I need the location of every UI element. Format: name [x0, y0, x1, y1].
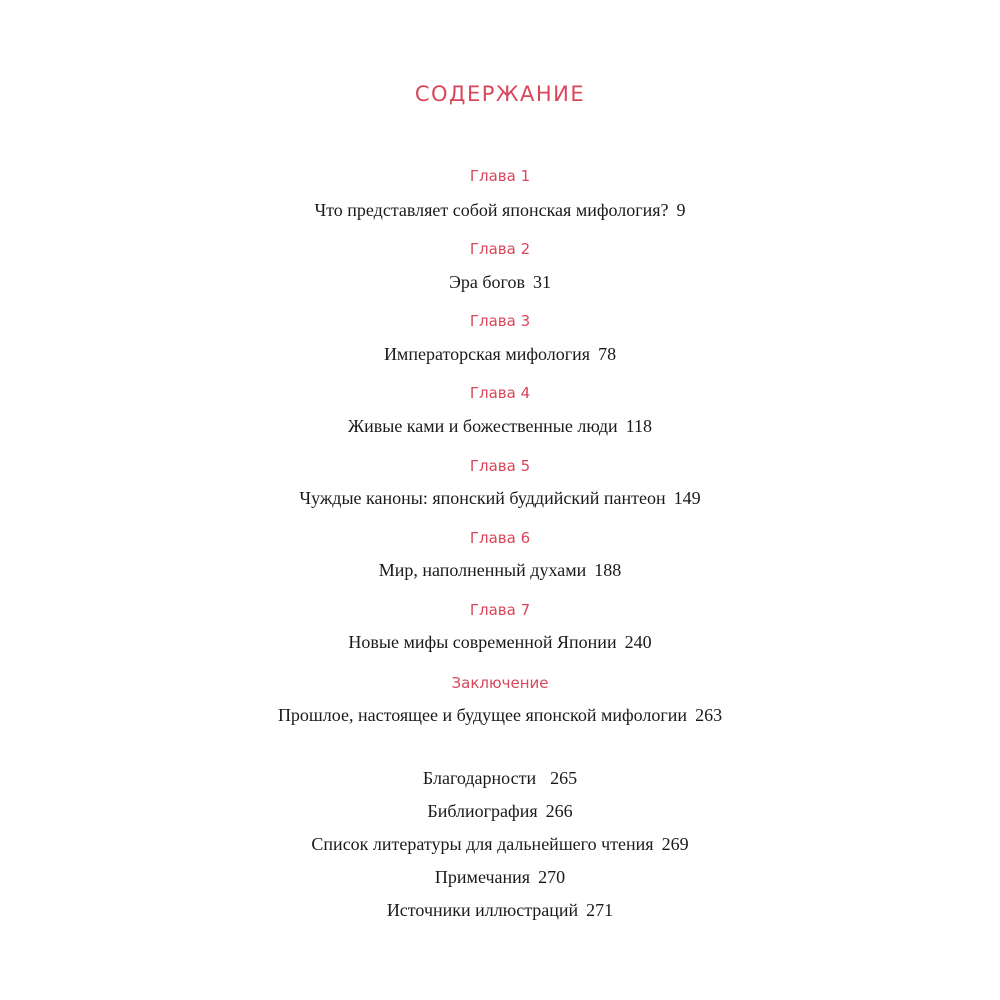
entry-page-number: 9: [676, 200, 686, 220]
entry-title: Эра богов: [449, 272, 525, 292]
entry-title: Источники иллюстраций: [386, 900, 579, 920]
entry-title: Императорская мифология: [383, 344, 591, 364]
toc-entry[interactable]: [0, 865, 1000, 889]
entry-page-number: 149: [673, 488, 701, 508]
toc-entry[interactable]: [0, 766, 1000, 790]
toc-entry[interactable]: [0, 198, 1000, 222]
toc-entry[interactable]: [0, 558, 1000, 582]
entry-title: Благодарности: [422, 768, 537, 788]
entry-page-number: 263: [695, 705, 723, 725]
entry-page-number: 78: [598, 344, 617, 364]
entry-page-number: 118: [625, 416, 653, 436]
entry-title: Чуждые каноны: японский буддийский пантеон: [299, 488, 666, 508]
entry-page-number: 271: [586, 900, 614, 920]
entry-title: Новые мифы современной Японии: [348, 632, 617, 652]
toc-entry[interactable]: [0, 270, 1000, 294]
page-title: СОДЕРЖАНИЕ: [414, 82, 586, 106]
entry-title: Библиография: [427, 801, 538, 821]
chapter-label: Глава 2: [469, 240, 531, 258]
toc-entry[interactable]: [0, 486, 1000, 510]
chapter-label: Глава 4: [469, 384, 531, 402]
chapter-label: Глава 3: [469, 312, 531, 330]
entry-page-number: 240: [624, 632, 652, 652]
toc-entry[interactable]: [0, 630, 1000, 654]
entry-title: Прошлое, настоящее и будущее японской мифологии: [277, 705, 688, 725]
entry-title: Что представляет собой японская мифология?: [314, 200, 669, 220]
entry-page-number: 265: [550, 768, 578, 788]
entry-title: Мир, наполненный духами: [378, 560, 587, 580]
entry-page-number: 31: [532, 272, 551, 292]
chapter-label: Глава 6: [469, 529, 531, 547]
toc-entry[interactable]: [0, 898, 1000, 922]
toc-entry[interactable]: [0, 703, 1000, 727]
toc-entry[interactable]: [0, 342, 1000, 366]
toc-entry[interactable]: [0, 414, 1000, 438]
entry-page-number: 270: [538, 867, 566, 887]
chapter-label: Глава 5: [469, 457, 531, 475]
toc-entry[interactable]: [0, 799, 1000, 823]
entry-title: Примечания: [434, 867, 531, 887]
toc-entry[interactable]: [0, 832, 1000, 856]
entry-title: Живые ками и божественные люди: [347, 416, 618, 436]
entry-page-number: 266: [545, 801, 573, 821]
chapter-label: Глава 1: [469, 167, 531, 185]
entry-page-number: 269: [661, 834, 689, 854]
entry-title: Список литературы для дальнейшего чтения: [311, 834, 654, 854]
chapter-label: Заключение: [451, 674, 549, 692]
entry-page-number: 188: [594, 560, 622, 580]
chapter-label: Глава 7: [469, 601, 531, 619]
